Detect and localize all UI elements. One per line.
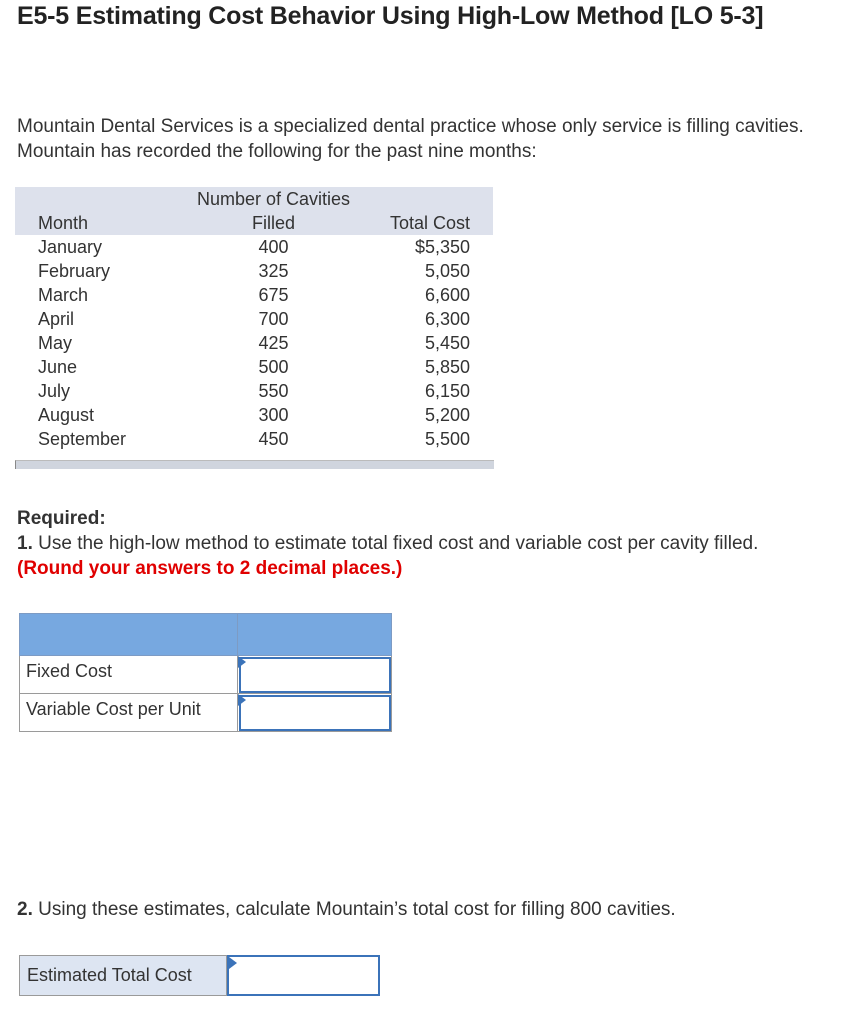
cavities-cell: 700 — [258, 309, 289, 329]
table-row — [15, 379, 493, 403]
answer-table-header — [20, 614, 392, 656]
question-1-text: Use the high-low method to estimate total fixed cost and variable cost per cavity filled. — [38, 533, 759, 554]
answer-header-cell — [20, 614, 238, 656]
data-table-container — [15, 187, 493, 451]
table-row — [15, 235, 493, 259]
estimated-total-cost-row — [19, 955, 380, 996]
cavities-data-table — [15, 187, 493, 451]
answer-header-cell — [238, 614, 392, 656]
month-cell: September — [38, 429, 127, 449]
question-2-text: Using these estimates, calculate Mountain’s total cost for filling 800 cavities. — [38, 899, 676, 920]
table-header-row-1 — [15, 187, 493, 211]
question-1 — [17, 531, 862, 556]
required-section — [17, 506, 862, 581]
table-row — [15, 355, 493, 379]
month-cell: May — [38, 333, 73, 353]
input-marker-icon — [229, 957, 237, 969]
variable-cost-label: Variable Cost per Unit — [20, 694, 238, 732]
month-cell: February — [38, 261, 111, 281]
cavities-cell: 325 — [258, 261, 289, 281]
estimated-total-cost-label: Estimated Total Cost — [19, 955, 227, 996]
cost-cell: 5,850 — [424, 357, 470, 377]
month-cell: March — [38, 285, 89, 305]
input-marker-icon — [238, 694, 246, 706]
cavities-cell: 675 — [258, 285, 289, 305]
variable-cost-cell — [238, 694, 392, 732]
table-row — [15, 427, 493, 451]
table-row — [15, 331, 493, 355]
header-cell — [15, 187, 178, 211]
table-row — [15, 259, 493, 283]
cost-cell: 5,200 — [424, 405, 470, 425]
fixed-cost-cell — [238, 656, 392, 694]
cost-cell: $5,350 — [414, 237, 470, 257]
month-cell: July — [38, 381, 71, 401]
cavities-cell: 400 — [258, 237, 289, 257]
cost-cell: 5,050 — [424, 261, 470, 281]
table-header-row-2 — [15, 211, 493, 235]
intro-text: Mountain Dental Services is a specialized dental practice whose only service is filling cavities. Mountain has recorded the following for the past nine months: — [17, 116, 804, 162]
month-cell: April — [38, 309, 75, 329]
cost-cell: 6,150 — [424, 381, 470, 401]
cost-cell: 6,600 — [424, 285, 470, 305]
cavities-cell: 450 — [258, 429, 289, 449]
page-title: E5-5 Estimating Cost Behavior Using High-Low Method [LO 5-3] — [17, 2, 764, 30]
answer-table — [19, 613, 392, 732]
month-cell: June — [38, 357, 78, 377]
table-row — [15, 307, 493, 331]
table-bottom-bar — [15, 460, 494, 469]
cavities-cell: 550 — [258, 381, 289, 401]
header-cell: Number of Cavities — [196, 189, 351, 209]
header-total-cost: Total Cost — [389, 213, 470, 233]
question-1-number: 1. — [17, 533, 33, 554]
cavities-cell: 500 — [258, 357, 289, 377]
question-2-number: 2. — [17, 899, 33, 920]
required-heading: Required: — [17, 508, 106, 529]
problem-intro — [17, 114, 847, 164]
cost-cell: 6,300 — [424, 309, 470, 329]
variable-cost-input[interactable] — [239, 695, 391, 731]
header-cell — [369, 187, 493, 211]
input-marker-icon — [238, 656, 246, 668]
answer-row-fixed-cost — [20, 656, 392, 694]
fixed-cost-input[interactable] — [239, 657, 391, 693]
rounding-note: (Round your answers to 2 decimal places.) — [17, 558, 403, 579]
cost-cell: 5,450 — [424, 333, 470, 353]
month-cell: August — [38, 405, 95, 425]
cost-cell: 5,500 — [424, 429, 470, 449]
header-filled: Filled — [251, 213, 295, 233]
header-month: Month — [38, 213, 89, 233]
question-2 — [17, 897, 676, 922]
table-row — [15, 283, 493, 307]
cavities-cell: 300 — [258, 405, 289, 425]
month-cell: January — [38, 237, 103, 257]
cavities-cell: 425 — [258, 333, 289, 353]
table-row — [15, 403, 493, 427]
answer-row-variable-cost — [20, 694, 392, 732]
fixed-cost-label: Fixed Cost — [20, 656, 238, 694]
estimated-total-cost-input[interactable] — [227, 955, 380, 996]
